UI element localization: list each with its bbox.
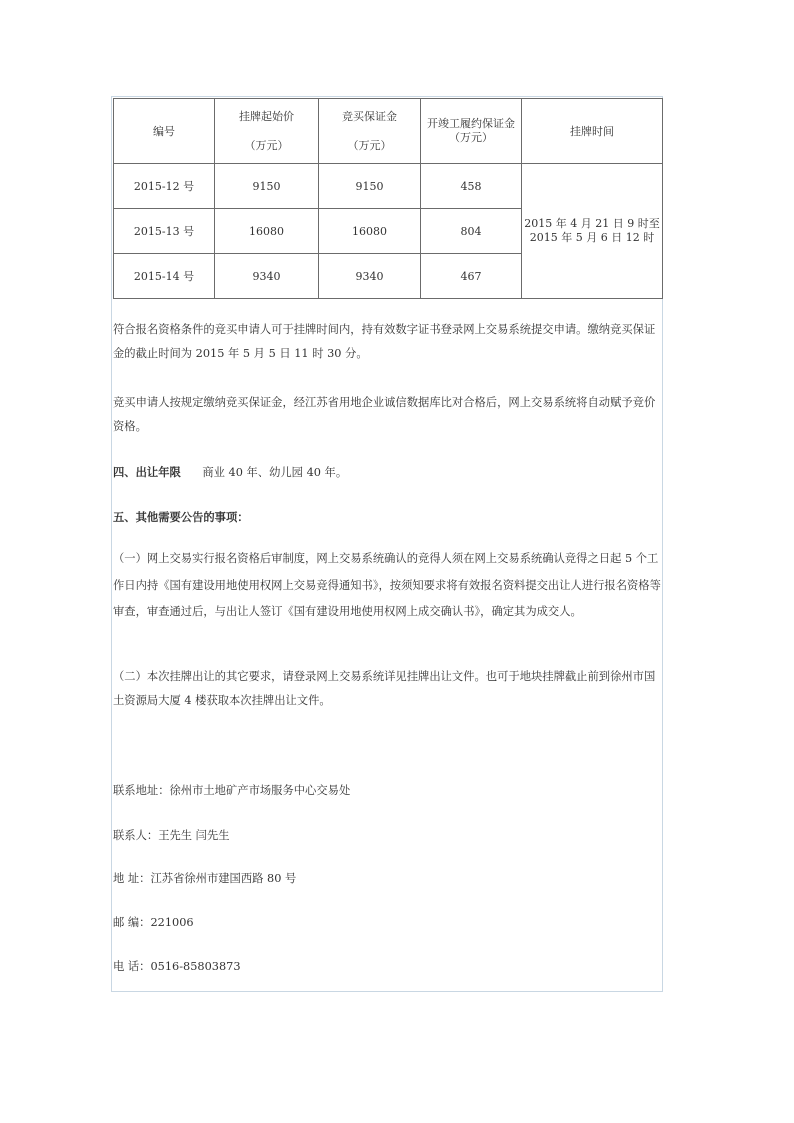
section-5-title: 五、其他需要公告的事项： xyxy=(113,510,249,524)
header-start-price xyxy=(215,99,319,164)
cell-start-price: 9150 xyxy=(215,164,319,209)
header-start-price-unit: （万元） xyxy=(244,138,289,152)
section-4-title: 四、出让年限 xyxy=(113,465,181,479)
cell-id: 2015-14 号 xyxy=(114,254,215,299)
table-row xyxy=(114,164,663,209)
header-perf-deposit xyxy=(421,99,522,164)
listing-time-end: 2015 年 5 月 6 日 12 时 xyxy=(529,231,655,244)
paragraph-registration: 符合报名资格条件的竞买申请人可于挂牌时间内，持有效数字证书登录网上交易系统提交申请。缴纳竞买保证金的截止时间为 2015 年 5 月 5 日 11 时 30 分。 xyxy=(113,323,656,360)
cell-deposit: 16080 xyxy=(319,209,421,254)
header-listing-time: 挂牌时间 xyxy=(522,99,663,164)
cell-perf-deposit: 804 xyxy=(421,209,522,254)
header-deposit-label: 竞买保证金 xyxy=(342,109,397,123)
cell-deposit: 9340 xyxy=(319,254,421,299)
cell-perf-deposit: 467 xyxy=(421,254,522,299)
header-perf-deposit-label: 开竣工履约保证金 xyxy=(427,117,515,130)
paragraph-qualification: 竞买申请人按规定缴纳竞买保证金，经江苏省用地企业诚信数据库比对合格后，网上交易系统将自动赋予竞价资格。 xyxy=(113,396,656,433)
cell-id: 2015-12 号 xyxy=(114,164,215,209)
listing-table xyxy=(113,98,663,299)
header-perf-deposit-unit: （万元） xyxy=(449,131,493,144)
paragraph-item-1: （一）网上交易实行报名资格后审制度，网上交易系统确认的竞得人须在网上交易系统确认竞得之日起 5 个工作日内持《国有建设用地使用权网上交易竞得通知书》，按须知要求将有效报名资料提交出让人进行报名资格等审查，审查通过后，与出让人签订《国有建设用地使用权网上成交确认书》，确定其为成交人。 xyxy=(113,552,661,618)
section-4-text: 商业 40 年、幼儿园 40 年。 xyxy=(202,466,348,479)
header-deposit-unit: （万元） xyxy=(347,138,392,152)
header-start-price-label: 挂牌起始价 xyxy=(239,109,294,123)
contact-address: 联系地址：徐州市土地矿产市场服务中心交易处 xyxy=(113,784,351,797)
section-4 xyxy=(113,460,663,485)
paragraph-item-2: （二）本次挂牌出让的其它要求，请登录网上交易系统详见挂牌出让文件。也可于地块挂牌截止前到徐州市国土资源局大厦 4 楼获取本次挂牌出让文件。 xyxy=(113,670,656,707)
cell-start-price: 16080 xyxy=(215,209,319,254)
cell-start-price: 9340 xyxy=(215,254,319,299)
contact-person: 联系人：王先生 闫先生 xyxy=(113,829,230,842)
header-deposit xyxy=(319,99,421,164)
header-id: 编号 xyxy=(114,99,215,164)
cell-listing-time xyxy=(522,164,663,299)
contact-street: 地 址：江苏省徐州市建国西路 80 号 xyxy=(113,872,297,885)
listing-time-start: 2015 年 4 月 21 日 9 时至 xyxy=(524,217,660,230)
contact-phone: 电 话：0516-85803873 xyxy=(113,960,241,973)
contact-postcode: 邮 编：221006 xyxy=(113,916,194,929)
cell-perf-deposit: 458 xyxy=(421,164,522,209)
cell-id: 2015-13 号 xyxy=(114,209,215,254)
cell-deposit: 9150 xyxy=(319,164,421,209)
table-header-row xyxy=(114,99,663,164)
